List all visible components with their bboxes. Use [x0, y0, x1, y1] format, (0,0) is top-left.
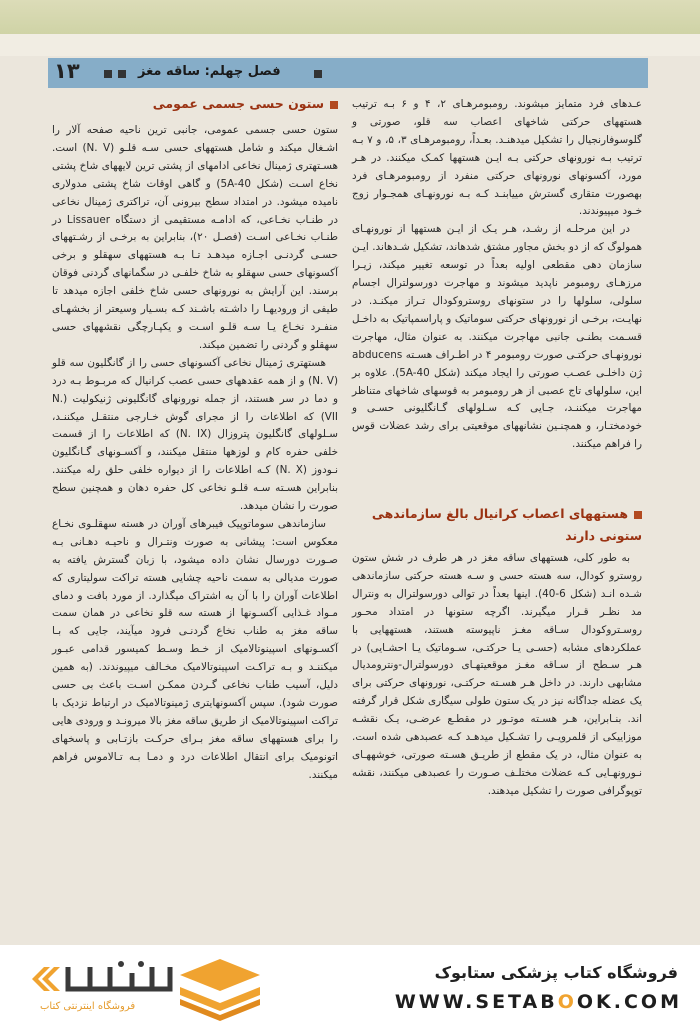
store-name: فروشگاه کتاب پزشکی ستابوک [434, 963, 678, 982]
book-stack-logo-icon [172, 957, 268, 1021]
paragraph: ستون حسی جسمی عمومی، جانبی ترین ناحیه صفحه آلار را اشـغال میکند و شامل هستههای حسی سـه قلـو (N. V) است. هسـتهتری ژمینال نخاعی ادامهای از پشتی ترین لایههای شاخ پشتی نخاع اسـت (شکل 5A-40) و گاهی اوقات شاخ پشتی مدولاری نامیده میشود. در امتداد سطح بیرونی آن، تراکتری ژمینال نخاعی در طنـاب نخـاعی، که ادامـه مستقیمی از دستگاه Lissauer در طنـاب نخـاعی اسـت (فصـل ۲۰)، بنابراین به برخـی از رشـتههای حسـی گردنـی اجـازه میدهـد تـا بـه هستههای سهقلو و برخی آکسونهای حسی سهقلو به شاخ خلفـی در سگمانهای گردنی فوقان برسند. این آرایش به نورونهای حسی شاخ خلفی اجازه میدهد تا طیفی از ورودیهـا را داشـته باشـند کـه بسـیار وسیعتر از بخشهـای منفـرد نخـاع یـا سـه قلـو اسـت و یکپـارچگی نقشههای حسی سهقلو و گردنی را تضمین میکند. [52, 124, 338, 351]
logo-subtitle: فروشگاه اینترنتی کتاب [40, 1001, 136, 1012]
heading-text: ستون حسی جسمی عمومی [152, 96, 324, 111]
section-heading-somatic-sensory [52, 96, 338, 111]
paragraph: در این مرحلـه از رشـد، هـر یـک از ایـن هستهها از نورونهـای همولوگ که از دو بخش مجاور مشتق شدهاند، تشکیل شـدهاند. ایـن سازمان دهی مقطعی اولیه بعداً در توسعه تغییر میکند، زیـرا مرزهـای رومبومر ناپدید میشوند و مهاجرت دورسولترال اجسام سلولی، سلولها را در ستونهای روستروکودال تـراز میکنـد. در نهایـت، برخـی از نورونهای حرکتی سوماتیک و پاراسمپاتیک به داخـل قسـمت بطنـی جانبی مهاجرت میکنند. به عنوان مثال، مهاجرت نورونهـای حرکتـی صورت رومبومر ۴ در اطـراف هسـته abducens ژن داخلـی عصـب صورتی را ایجاد میکند (شکل 5A-40). علاوه بر این، سلولهای تاج عصبی از هر رومبومر به قوسهای شاخهای متناظر مهاجرت میکننـد، جـایی کـه سـلولهای گـانگلیونی حسـی و خودمختـار، و همچنـین نشانههای موقعیتی برای رشد عضلات قوس را فراهم میکنند. [352, 223, 643, 451]
header-square-icon [118, 70, 126, 78]
page-margin [0, 34, 700, 56]
paragraph: به طور کلی، هستههای ساقه مغز در هر طرف در شش ستون روسترو کودال، سه هسته حسی و سـه هسته حرکتی سازماندهی شـده انـد (شکل 6-40). اینها بعداً در توالی دورسولترال به ونترال مد نظـر قـرار میگیرند. اگرچه ستونها در امتداد محـور روسـتروکودال سـاقه مغـز ناپیوسته هستند، هستههایی با عملکردهای مشابه (حسـی یـا حرکتـی، سـوماتیک یـا احشـایی) در هـر سـطح از سـاقه مغـز موقعیتهـای دورسولترال-ونترومدیال مشابهی دارند. در داخل هـر هسـته حرکتـی، نورونهای حرکتی برای یک عضله جداگانه نیز در یک ستون طولی سیگاری شکل قرار گرفته اند. بنـابراین، هـر هسـته موتـور در مقطـع عرضـی، یـک نقشـه موزاییکی از قلمرویـی را تشـکیل میدهـد کـه عصبدهی شده است. به عنوان مثال، در یک مقطع از طریـق هسـته صورتی، خوشههـای نـورونهـایی کـه عضلات مختلـف صـورت را عصبدهی میکنند، نقشه توپوگرافی صورت را تشکیل میدهند. [352, 552, 642, 797]
heading-text: هستههای اعصاب کرانیال بالغ سازماندهی ستونی دارند [371, 506, 642, 543]
store-footer-banner [0, 945, 700, 1024]
heading-square-icon [634, 511, 642, 519]
page-top-edge [0, 0, 700, 34]
store-url[interactable] [395, 991, 682, 1013]
url-accent-letter: O [557, 991, 577, 1013]
section-heading-cranial-nuclei [352, 503, 642, 547]
right-column [352, 96, 642, 454]
url-text: OK.COM [576, 991, 682, 1013]
chapter-title: فصل چهلم: ساقه مغز [138, 64, 281, 79]
chapter-header-bar [48, 58, 648, 88]
page-number: ۱۳ [54, 59, 80, 83]
url-text: WWW.SETAB [394, 991, 558, 1013]
paragraph: سازماندهی سوماتوپیک فیبرهای آوران در هسته سهقلـوی نخـاع معکوس است: پیشانی به صورت ونتـرال و ناحیـه دهـانی بـه صـورت دورسال نشان داده میشود، با زبان گسترش یافته به صورت مدیالی به سمت ناحیه چشایی هسته تراکت سولیتاری که اطلاعات آوران را با آن به اشتراک میگذارد. از مورد بافت و دمای مـواد غـذایی آکسـونها از هسته سه قلو نخاعی در همان سمت ساقه مغز به طناب نخاع گردنـی فرود میآیند، جایی که بـا آکسـونهای اسپینوتالامیک از خـط وسـط کمیسور قدامی عبـور میکننـد و بـه تراکـت اسپینوتالامیک مخـالف میپیوندند. (به همین دلیل، آسیب طناب نخاعی گـردن ممکـن اسـت باعث بی حسی صورت شود). سپس آکسونهایتری ژمینوتالامیک در ارتباط نزدیک با تراکت اسپینوتالامیک از طریق ساقه مغز بالا میرونـد و ورودی هایی را برای هستههای ساقه مغز بـرای حرکـت بازتـابی و پاسخهای اتونومیک برای انتقال اطلاعات درد و دمـا بـه تـالاموس فراهم میکنند. [52, 517, 338, 781]
heading-square-icon [330, 101, 338, 109]
setabook-wordmark-icon [28, 959, 178, 999]
right-column-lower [352, 550, 642, 801]
header-square-icon [314, 70, 322, 78]
paragraph: عـدهای فرد متمایز میشوند. رومبومرهـای ۲، ۴ و ۶ بـه ترتیب هستههای حرکتی شاخهای اعصاب سه قلو، صورتی و گلوسوفارنجیال را تشکیل میدهنـد. بعـداً، رومبومرهـای ۳، ۵، و ۷ بـه ترتیب بـه نورونهای حرکتی بـه ایـن هستهها کمـک میکنند. در هـر مورد، آکسونهای نورونهای حرکتی منفرد از رومبومرهـای فرد بهصورت متقاری گسترش مییابنـد کـه بـه نورونهـای همجـوار زوج خـود میپیوندند. [352, 98, 643, 218]
left-column [52, 122, 338, 785]
paragraph: هستهتری ژمینال نخاعی آکسونهای حسی را از گانگلیون سه قلو (N. V) و از همه عقدههای حسی عصب کرانیال که مربـوط بـه درد و دما در سر هستند، از جمله نورونهای گانگلیونی ژنیکولیت (N. VII) که اطلاعات را از مجرای گوش خـارجی منتقـل میکننـد، سـلولهای گانگلیون پتروزال (N. IX) که اطلاعات را از قسمت خلفی حفره کام و لوزهها منتقل میکنند، و آکسـونهای گـانگلیون نـودوز (N. X) کـه اطلاعات را از دیواره خلفی حلق رله میکنند. بنابراین هسـته سـه قلـو نخاعی کل حفره دهان و همچنین سطح صورت را نشان میدهد. [52, 356, 339, 513]
header-square-icon [104, 70, 112, 78]
